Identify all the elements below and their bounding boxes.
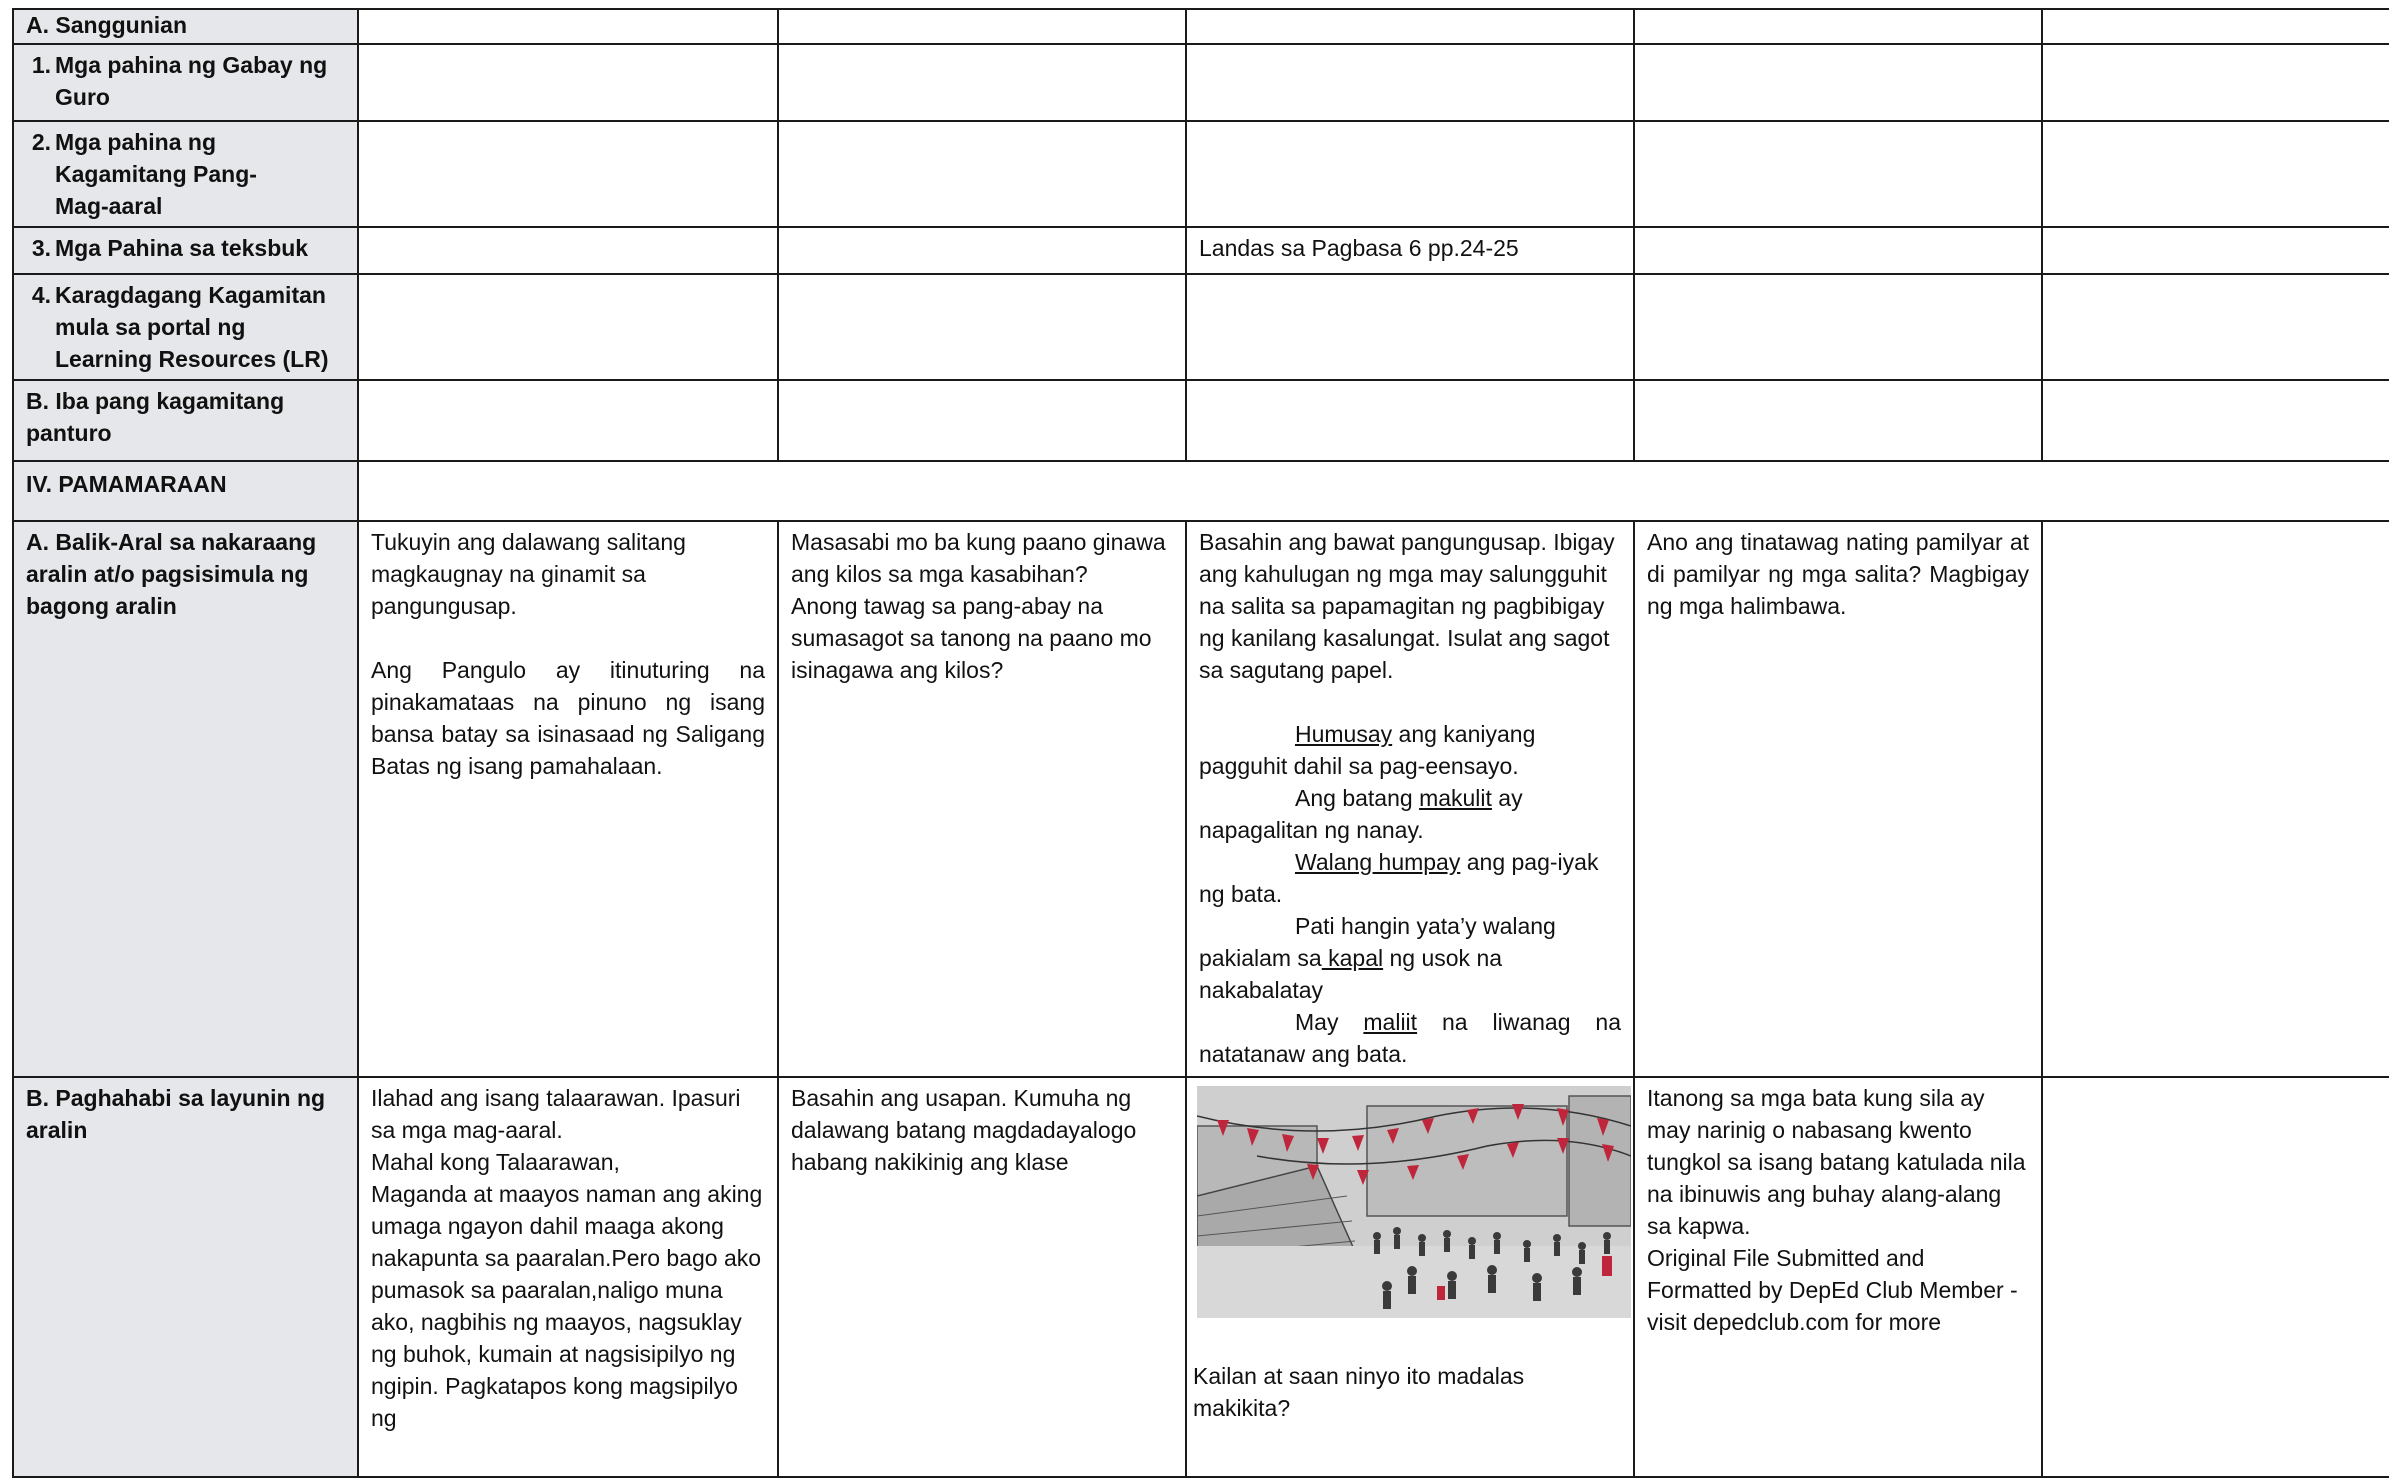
paragraph: Basahin ang bawat pangungusap. Ibigay ang kahulugan ng mga may salungguhit na salita sa papamagitan ng pagbibigay ng kanilang kasalungat. Isulat ang sagot sa sagutang papel.	[1199, 529, 1615, 683]
label-balik-aral: A. Balik-Aral sa nakaraang aralin at/o pagsisimula ng bagong aralin	[13, 521, 358, 1077]
label-gabay	[13, 44, 358, 121]
cell	[2042, 380, 2389, 461]
sentence-text: Pati hangin yata’y walang pakialam sa	[1199, 913, 1556, 971]
sentence-1	[1199, 718, 1621, 782]
item-label: Mga pahina ng Gabay ng Guro	[55, 52, 328, 110]
sentence-text: Ang batang	[1295, 785, 1420, 811]
cell	[778, 380, 1186, 461]
cell	[2042, 44, 2389, 121]
row-gabay	[13, 44, 2389, 121]
cell-balik-aral-day4: Ano ang tinatawag nating pamilyar at di pamilyar ng mga salita? Magbigay ng mga halimbawa.	[1634, 521, 2042, 1077]
cell	[2042, 121, 2389, 227]
sentence-text: May	[1295, 1009, 1364, 1035]
cell	[1186, 274, 1634, 380]
label-sanggunian: A. Sanggunian	[13, 9, 358, 44]
row-pamamaraan	[13, 461, 2389, 521]
row-teksbuk	[13, 227, 2389, 274]
row-sanggunian	[13, 9, 2389, 44]
cell	[2042, 1077, 2389, 1477]
item-label: Mga Pahina sa teksbuk	[55, 235, 309, 261]
cell-balik-aral-day1	[358, 521, 778, 1077]
sentence-text: ang kaniyang pagguhit dahil sa pag-eensayo.	[1199, 721, 1536, 779]
cell	[358, 121, 778, 227]
cell	[2042, 274, 2389, 380]
cell	[2042, 521, 2389, 1077]
cell-paghahabi-day4	[1634, 1077, 2042, 1477]
cell	[778, 274, 1186, 380]
underlined-word: maliit	[1363, 1009, 1418, 1035]
cell-teksbuk-reference: Landas sa Pagbasa 6 pp.24-25	[1186, 227, 1634, 274]
cell	[1634, 227, 2042, 274]
underlined-word: Walang humpay	[1295, 849, 1461, 875]
label-paghahabi: B. Paghahabi sa layunin ng aralin	[13, 1077, 358, 1477]
sentence-text: ay napagalitan ng nanay.	[1199, 785, 1523, 843]
row-paghahabi	[13, 1077, 2389, 1477]
label-pamamaraan: IV. PAMAMARAAN	[13, 461, 358, 521]
cell	[358, 44, 778, 121]
cell	[1634, 44, 2042, 121]
cell	[358, 227, 778, 274]
row-lr	[13, 274, 2389, 380]
cell	[358, 380, 778, 461]
item-number: 1.	[31, 52, 51, 78]
underlined-word: Humusay	[1295, 721, 1393, 747]
label-teksbuk	[13, 227, 358, 274]
sentence-text: ang pag-iyak ng bata.	[1199, 849, 1599, 907]
item-number: 2.	[31, 129, 51, 155]
cell	[2042, 9, 2389, 44]
cell	[778, 44, 1186, 121]
paragraph: Original File Submitted and Formatted by DepEd Club Member - visit depedclub.com for more	[1647, 1245, 2018, 1335]
cell	[2042, 227, 2389, 274]
row-balik-aral	[13, 521, 2389, 1077]
cell	[1186, 44, 1634, 121]
underlined-word: kapal	[1321, 945, 1384, 971]
cell	[1186, 380, 1634, 461]
paragraph: Ang Pangulo ay itinuturing na pinakamataas na pinuno ng isang bansa batay sa isinasaad ng Saligang Batas ng isang pamahalaan.	[371, 657, 765, 779]
cell	[778, 227, 1186, 274]
item-number: 3.	[31, 235, 51, 261]
sentence-3	[1199, 846, 1621, 910]
illustration-caption: Kailan at saan ninyo ito madalas makikita?	[1193, 1363, 1525, 1421]
cell-balik-aral-day2	[778, 521, 1186, 1077]
paragraph: Anong tawag sa pang-abay na sumasagot sa tanong na paano mo isinagawa ang kilos?	[791, 593, 1152, 683]
label-kagamitan	[13, 121, 358, 227]
item-label: Karagdagang Kagamitan mula sa portal ng Learning Resources (LR)	[55, 282, 329, 372]
cell	[1186, 9, 1634, 44]
row-kagamitan	[13, 121, 2389, 227]
paragraph: Ilahad ang isang talaarawan. Ipasuri sa mga mag-aaral.	[371, 1085, 741, 1143]
cell	[778, 9, 1186, 44]
sentence-text: ng usok na nakabalatay	[1199, 945, 1503, 1003]
cell	[778, 121, 1186, 227]
underlined-word: makulit	[1419, 785, 1492, 811]
sentence-5	[1199, 1006, 1621, 1070]
item-number: 4.	[31, 282, 51, 308]
cell-paghahabi-day2: Basahin ang usapan. Kumuha ng dalawang batang magdadayalogo habang nakikinig ang klase	[778, 1077, 1186, 1477]
cell-balik-aral-day3	[1186, 521, 1634, 1077]
lesson-plan-table	[12, 8, 2389, 1478]
fiesta-sketch-icon	[1197, 1086, 1631, 1318]
cell	[358, 274, 778, 380]
cell-paghahabi-day3	[1186, 1077, 1634, 1477]
paragraph: Mahal kong Talaarawan,	[371, 1149, 620, 1175]
cell	[1186, 121, 1634, 227]
section-spacer	[358, 461, 2389, 521]
item-label: Mga pahina ng Kagamitang Pang-Mag-aaral	[55, 129, 257, 219]
sentence-4	[1199, 910, 1621, 1006]
cell	[1634, 274, 2042, 380]
cell	[1634, 121, 2042, 227]
paragraph: Maganda at maayos naman ang aking umaga ngayon dahil maaga akong nakapunta sa paaralan.Pero bago ako pumasok sa paaralan,naligo muna ako, nagbihis ng maayos, nagsuklay ng buhok, kumain at nagsisipilyo ng ngipin. Pagkatapos kong magsipilyo ng	[371, 1181, 763, 1431]
paragraph: Tukuyin ang dalawang salitang magkaugnay na ginamit sa pangungusap.	[371, 529, 686, 619]
paragraph: Masasabi mo ba kung paano ginawa ang kilos sa mga kasabihan?	[791, 529, 1166, 587]
cell	[1634, 9, 2042, 44]
cell	[1634, 380, 2042, 461]
cell-paghahabi-day1	[358, 1077, 778, 1477]
sentence-2	[1199, 782, 1621, 846]
label-lr	[13, 274, 358, 380]
label-iba: B. Iba pang kagamitang panturo	[13, 380, 358, 461]
fiesta-illustration	[1197, 1086, 1631, 1318]
cell	[358, 9, 778, 44]
paragraph: Itanong sa mga bata kung sila ay may narinig o nabasang kwento tungkol sa isang batang katulada nila na ibinuwis ang buhay alang-alang sa kapwa.	[1647, 1085, 2026, 1239]
row-iba	[13, 380, 2389, 461]
sentence-text: na liwanag na natatanaw ang bata.	[1199, 1009, 1621, 1067]
